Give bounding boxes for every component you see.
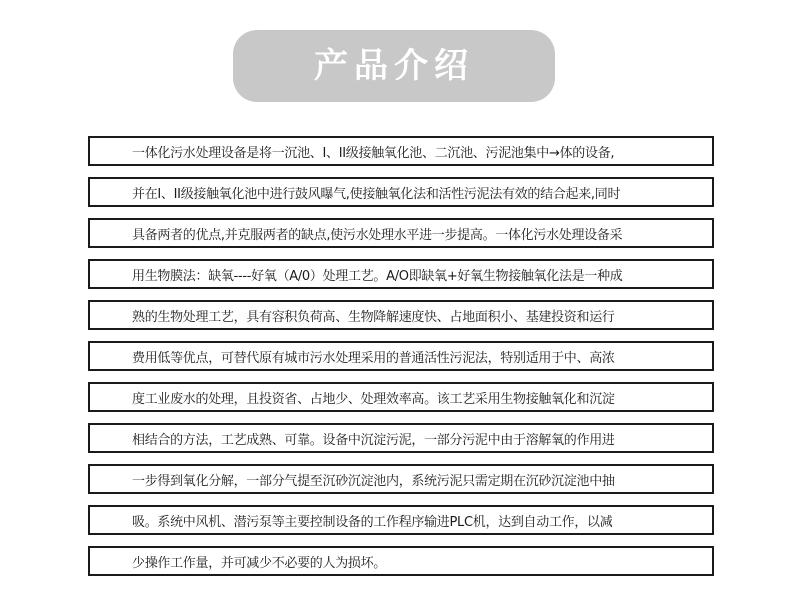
text-line-content: 少操作工作量，并可减少不必要的人为损坏。 [132, 555, 387, 571]
text-line-content: 具备两者的优点,并克服两者的缺点,使污水处理水平进一步提高。一体化污水处理设备采 [132, 227, 623, 243]
text-line-content: 吸。系统中风机、潜污泵等主要控制设备的工作程序输进PLC机，达到自动工作，以减 [132, 514, 613, 530]
text-line [88, 218, 714, 248]
text-line [88, 300, 714, 330]
text-line-content: 用生物膜法：缺氧----好氧（A/0）处理工艺。A/O即缺氧+好氧生物接触氧化法是一种成 [132, 268, 623, 284]
text-line-content: 一步得到氧化分解，一部分气提至沉砂沉淀池内，系统污泥只需定期在沉砂沉淀池中抽 [132, 473, 615, 489]
text-line [88, 546, 714, 576]
text-line-content: 熟的生物处理工艺，具有容积负荷高、生物降解速度快、占地面积小、基建投资和运行 [132, 309, 615, 325]
text-line-content: 一体化污水处理设备是将一沉池、I、II级接触氧化池、二沉池、污泥池集中→体的设备, [132, 145, 615, 161]
text-line-content: 相结合的方法，工艺成熟、可靠。设备中沉淀污泥，一部分污泥中由于溶解氧的作用进 [132, 432, 615, 448]
text-line [88, 259, 714, 289]
text-line [88, 341, 714, 371]
text-line-content: 费用低等优点，可替代原有城市污水处理采用的普通活性污泥法，特别适用于中、高浓 [132, 350, 615, 366]
text-line [88, 177, 714, 207]
text-line [88, 136, 714, 166]
text-line-content: 并在I、II级接触氧化池中进行鼓风曝气,使接触氧化法和活性污泥法有效的结合起来,同时 [132, 186, 621, 202]
text-line [88, 505, 714, 535]
text-line [88, 423, 714, 453]
page-title: 产品介绍 [314, 46, 474, 86]
text-line-content: 度工业废水的处理，且投资省、占地少、处理效率高。该工艺采用生物接触氧化和沉淀 [132, 391, 615, 407]
title-banner [233, 30, 555, 102]
text-line [88, 464, 714, 494]
text-line [88, 382, 714, 412]
